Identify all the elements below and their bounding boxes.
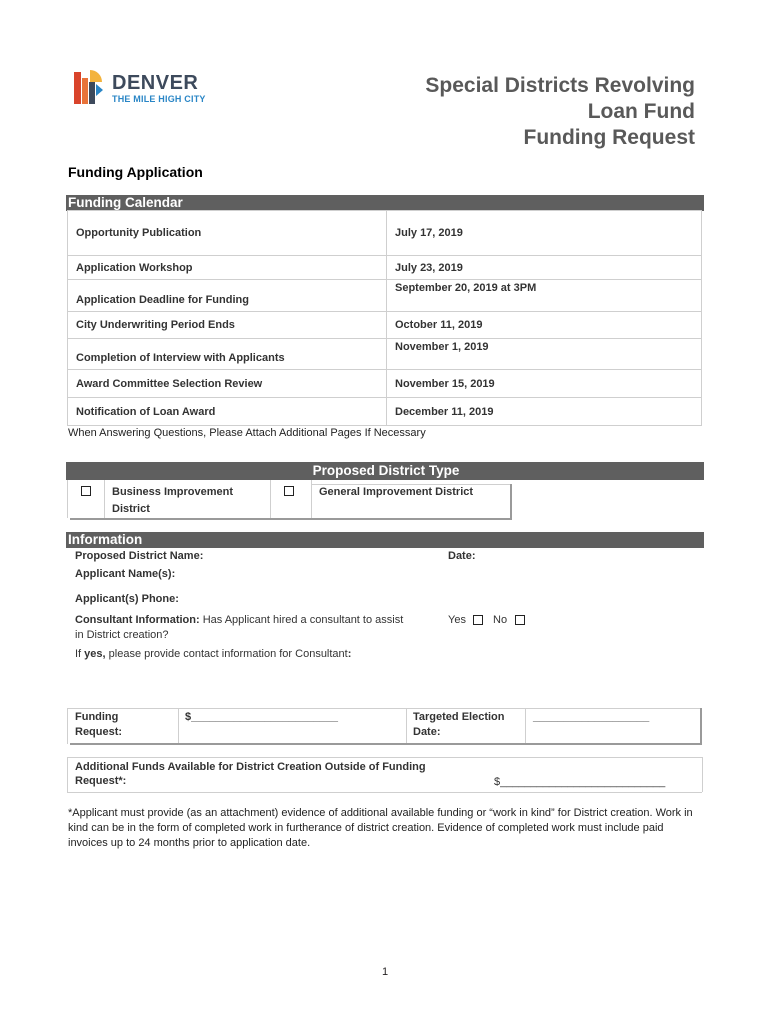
calendar-date: December 11, 2019 [387,398,702,426]
logo-wordmark: DENVER [112,72,199,94]
denver-logo-mark-icon [74,68,104,106]
consultant-question [75,614,403,626]
table-row [68,280,702,312]
funding-request-field[interactable]: $________________________ [185,711,338,723]
date-label: Date: [448,550,476,562]
divider [67,708,702,709]
additional-funds-field[interactable]: $___________________________ [494,776,666,788]
calendar-date: November 15, 2019 [387,370,702,398]
calendar-date: October 11, 2019 [387,312,702,339]
divider [700,708,702,745]
table-row [68,398,702,426]
divider [104,480,105,518]
table-row [68,312,702,339]
consultant-question-line2: in District creation? [75,629,169,641]
divider [67,480,68,518]
divider [70,743,702,745]
if-prefix: If [75,648,85,660]
table-row [68,370,702,398]
applicant-phone-label: Applicant(s) Phone: [75,593,179,605]
page-number: 1 [381,966,389,978]
proposed-district-name-label: Proposed District Name: [75,550,204,562]
if-rest-text: please provide contact information for Consultant [105,648,348,660]
consultant-contact-prompt [75,648,351,660]
divider [311,480,312,518]
table-row [68,339,702,370]
consultant-question-text: Has Applicant hired a consultant to assist [199,614,404,626]
if-colon: : [347,648,352,660]
applicant-names-label: Applicant Name(s): [75,568,176,580]
funding-calendar-bar [66,195,704,211]
funding-application-heading: Funding Application [68,164,203,180]
business-improvement-checkbox[interactable] [81,486,91,496]
page-title-line1: Special Districts Revolving [425,74,695,97]
calendar-event: Notification of Loan Award [68,398,387,426]
yes-label: Yes [448,614,466,626]
district-type-bar [66,462,704,480]
no-checkbox[interactable] [515,615,525,625]
general-improvement-checkbox[interactable] [284,486,294,496]
divider [67,792,702,793]
divider [702,757,703,792]
divider [67,708,68,744]
yes-checkbox[interactable] [473,615,483,625]
divider [178,708,179,744]
funding-evidence-footnote: *Applicant must provide (as an attachment) evidence of additional available funding or “work in kind” for District creation. Work in kind can be in the form of completed work in furtherance of district creation. Evidence of completed work must include paid invoices up to 24 months prior to application date. [68,807,693,849]
funding-request-label-line1: Funding [75,711,119,723]
divider [270,480,271,518]
information-bar [66,532,704,548]
consultant-label: Consultant Information: [75,614,200,626]
funding-calendar-table [67,210,702,426]
divider [67,757,702,758]
funding-request-label-line2: Request: [75,726,123,738]
calendar-event: Award Committee Selection Review [68,370,387,398]
calendar-event: Completion of Interview with Applicants [68,339,387,370]
calendar-event: City Underwriting Period Ends [68,312,387,339]
divider [70,518,512,520]
calendar-date: September 20, 2019 at 3PM [387,280,702,312]
divider [67,757,68,792]
page-title-line3: Funding Request [523,126,695,149]
calendar-date: July 17, 2019 [387,211,702,256]
targeted-election-label-line1: Targeted Election [413,711,505,723]
funding-calendar-title: Funding Calendar [68,195,183,210]
divider [510,484,512,520]
table-row [68,211,702,256]
calendar-date: November 1, 2019 [387,339,702,370]
additional-funds-label-line1: Additional Funds Available for District Creation Outside of Funding [75,761,426,773]
divider [406,708,407,744]
additional-funds-label-line2: Request*: [75,775,127,787]
business-improvement-label-line1: Business Improvement [112,486,234,498]
calendar-event: Opportunity Publication [68,211,387,256]
information-title: Information [68,532,143,547]
business-improvement-label-line2: District [112,503,150,515]
table-row [68,256,702,280]
calendar-date: July 23, 2019 [387,256,702,280]
targeted-election-label-line2: Date: [413,726,441,738]
logo-tagline: THE MILE HIGH CITY [112,94,206,104]
divider [311,484,510,485]
denver-logo [74,68,224,108]
targeted-election-date-field[interactable]: ___________________ [533,711,650,723]
calendar-event: Application Deadline for Funding [68,280,387,312]
attach-pages-note: When Answering Questions, Please Attach Additional Pages If Necessary [68,427,426,439]
district-type-title: Proposed District Type [312,463,460,478]
if-yes-text: yes, [84,648,106,660]
page-title-line2: Loan Fund [587,100,695,123]
general-improvement-label: General Improvement District [319,486,474,498]
calendar-event: Application Workshop [68,256,387,280]
no-label: No [493,614,508,626]
divider [525,708,526,744]
